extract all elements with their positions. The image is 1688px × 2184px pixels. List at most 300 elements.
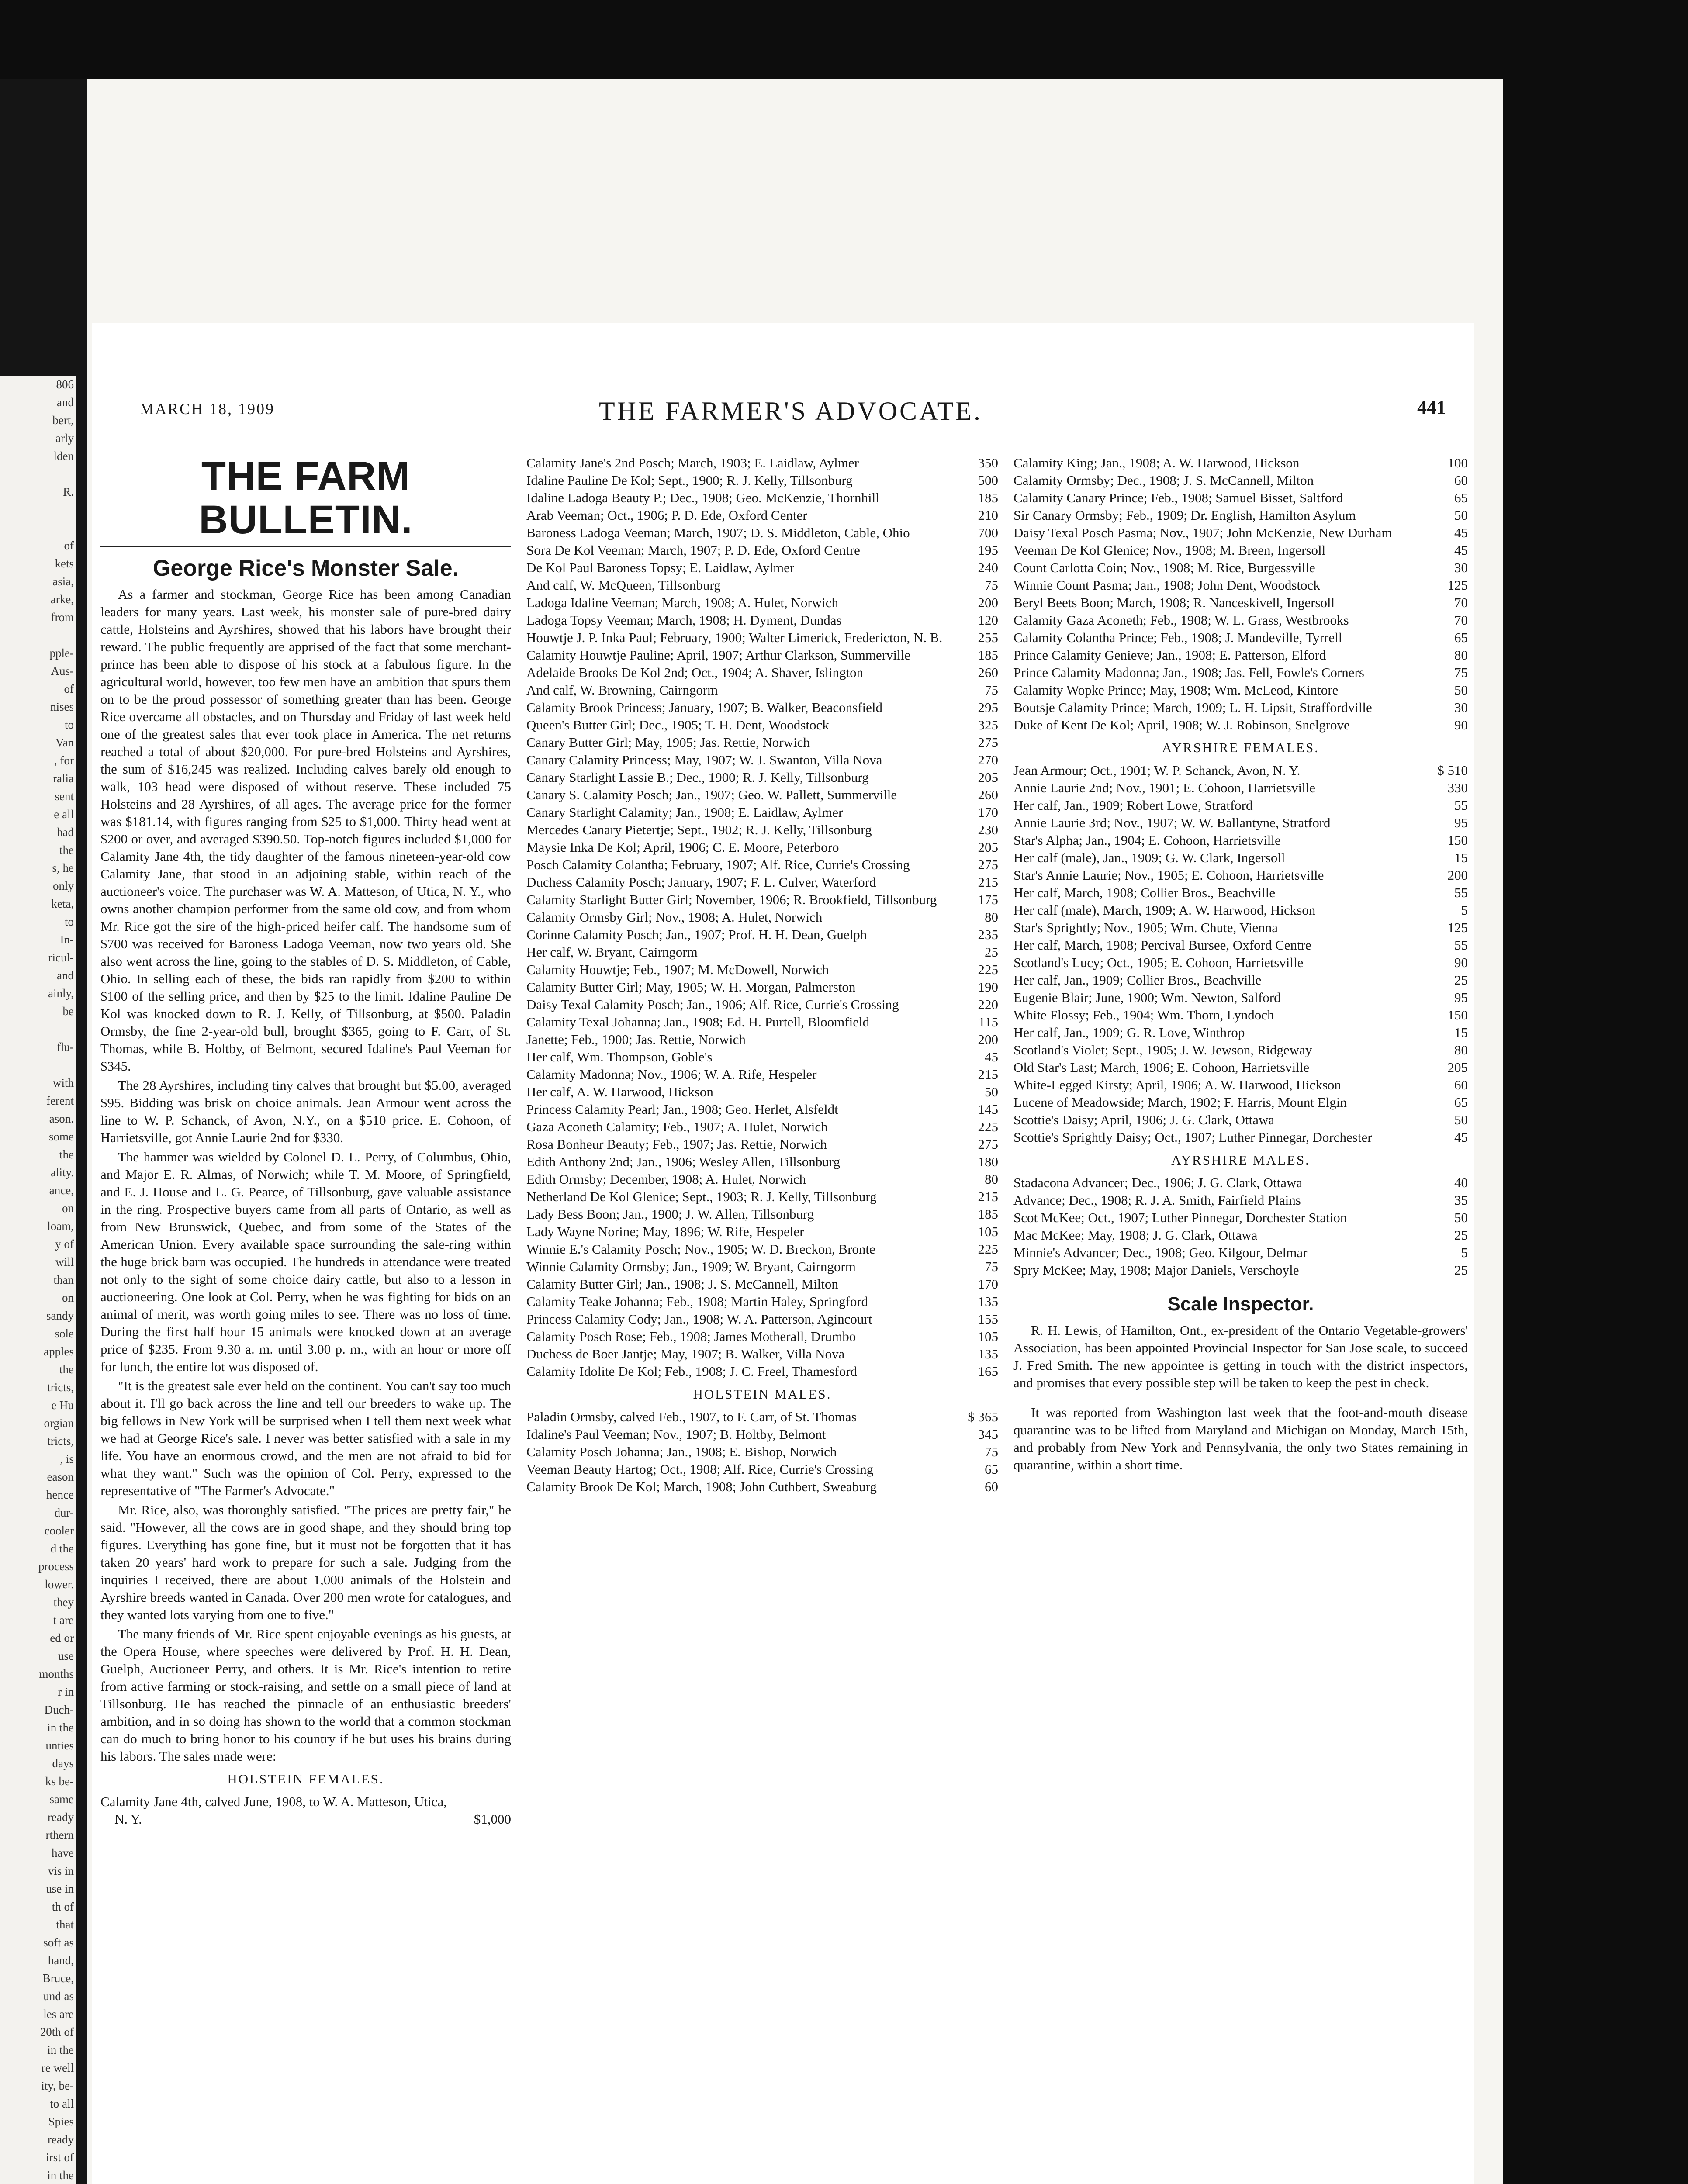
sale-entry-animal: Canary Starlight Calamity; Jan., 1908; E. Laidlaw, Aylmer (526, 805, 843, 820)
sale-entry (526, 524, 998, 542)
sale-entry (526, 891, 998, 909)
sale-entry (526, 1275, 998, 1293)
sale-entry-animal: Canary Calamity Princess; May, 1907; W. J. Swanton, Villa Nova (526, 752, 882, 767)
margin-fragment: nises (50, 700, 74, 713)
margin-fragment: vis in (48, 1864, 74, 1877)
sale-entry (1013, 849, 1468, 867)
sale-entry-price: 50 (1454, 508, 1468, 523)
sale-entry-price: 25 (1454, 1262, 1468, 1278)
sale-entry-animal: Advance; Dec., 1908; R. J. A. Smith, Fairfield Plains (1013, 1192, 1301, 1208)
sale-entry-animal: Idaline Ladoga Beauty P.; Dec., 1908; Geo. McKenzie, Thornhill (526, 490, 879, 505)
article-paragraph: As a farmer and stockman, George Rice has been among Canadian leaders for many years. Last week, his monster sale of pure-bred dairy cattle, Holsteins and Ayrshires, showed that his labors have brought their reward. The public frequently are apprised of the fact that some merchant-prince has been able to dispose of his stock at a fabulous figure. In the agricultural world, however, too few men have an ambition that spurs them on to be the proud possessor of something greater than has been. George Rice overcame all obstacles, and on Thursday and Friday of last week held one of the greatest sales that ever took place in America. The net returns reached a total of about $20,000. For pure-bred Holsteins and Ayrshires, the sum of $16,245 was realized. Including calves barely old enough to walk, 103 head were disposed of without reserve. These included 75 Holsteins and 28 Ayrshires, of all ages. The average price for the former was $181.14, with figures ranging from $25 to $1,000. Thirty head went at $200 or over, and averaged $390.50. Top-notch figures included $1,000 for Calamity Jane 4th, the tidy daughter of the famous nineteen-year-old cow Calamity Jane, that stood in an adjoining stable, within reach of the auctioneer's voice. The purchaser was W. A. Matteson, of Utica, N. Y., who owns another champion performer from the same old cow, and from whom Mr. Rice got the sire of the high-priced heifer calf. The handsome sum of $700 was received for Baroness Ladoga Veeman, now two years old. She also went across the line, going to the stables of D. S. Middleton, of Cable, Ohio. In selling each of these, the bids ran rapidly from $200 to within $100 of the selling price, and then by $25 to the limit. Idaline Pauline De Kol was knocked down to R. J. Kelly, of Tillsonburg, at $500. Paladin Ormsby, the fine 2-year-old bull, brought $365, going to F. Carr, of St. Thomas, while B. Holtby, of Belmont, secured Idaline's Paul Veeman for $345. (100, 587, 511, 1074)
sale-entry (526, 664, 998, 681)
sale-entry-price: 260 (978, 665, 998, 680)
sale-entry-animal: Winnie Calamity Ormsby; Jan., 1909; W. Bryant, Cairngorm (526, 1259, 856, 1274)
sale-entry-price: 65 (985, 1462, 998, 1477)
sale-entry-animal: Scot McKee; Oct., 1907; Luther Pinnegar, Dorchester Station (1013, 1210, 1347, 1225)
margin-fragment: sole (55, 1327, 74, 1340)
margin-fragment: lden (53, 449, 74, 463)
sale-entry (1013, 884, 1468, 902)
margin-fragment: soft as (43, 1936, 74, 1949)
sale-entry (526, 1310, 998, 1328)
sale-entry (1013, 1111, 1468, 1129)
sale-entry (526, 996, 998, 1013)
sale-entry-price: 185 (978, 1206, 998, 1222)
margin-fragment: process (38, 1560, 74, 1573)
sale-entry-price: 350 (978, 455, 998, 470)
sale-entry-animal: Sora De Kol Veeman; March, 1907; P. D. Ede, Oxford Centre (526, 543, 860, 558)
margin-fragment: flu- (57, 1040, 74, 1054)
sale-entry-animal: Ladoga Topsy Veeman; March, 1908; H. Dyment, Dundas (526, 612, 842, 628)
sale-entry-animal: Veeman Beauty Hartog; Oct., 1908; Alf. Rice, Currie's Crossing (526, 1462, 874, 1477)
sale-entry-animal: Edith Anthony 2nd; Jan., 1906; Wesley Allen, Tillsonburg (526, 1154, 841, 1169)
margin-fragment: , is (60, 1452, 74, 1465)
sale-entry-animal: Paladin Ormsby, calved Feb., 1907, to F. Carr, of St. Thomas (526, 1409, 857, 1424)
margin-fragment: some (49, 1130, 74, 1143)
margin-fragment: eason (47, 1470, 74, 1483)
sale-entry-animal: Spry McKee; May, 1908; Major Daniels, Verschoyle (1013, 1262, 1299, 1278)
sale-entry (1013, 902, 1468, 919)
sale-entry-price: 225 (978, 962, 998, 977)
sale-entry (1013, 577, 1468, 594)
sale-entry-price: 215 (978, 1189, 998, 1204)
sale-entry (526, 1136, 998, 1153)
margin-fragment: tricts, (47, 1381, 74, 1394)
sale-entry (1013, 779, 1468, 797)
sale-entry-animal: Lady Wayne Norine; May, 1896; W. Rife, Hespeler (526, 1224, 804, 1239)
sale-entry-animal: Her calf, Jan., 1909; G. R. Love, Winthrop (1013, 1025, 1245, 1040)
margin-fragment (0, 1020, 76, 1038)
sale-entry-price: 75 (985, 577, 998, 593)
sale-entry (526, 1426, 998, 1443)
sale-entry-animal: Her calf (male), March, 1909; A. W. Harwood, Hickson (1013, 902, 1316, 918)
margin-fragment: th of (52, 1900, 74, 1913)
margin-fragment: Aus- (51, 664, 74, 677)
holstein-males-list (526, 1408, 998, 1496)
margin-fragment: sandy (46, 1309, 74, 1322)
sale-entry-price: 170 (978, 805, 998, 820)
sale-entry-animal: Star's Alpha; Jan., 1904; E. Cohoon, Harrietsville (1013, 833, 1281, 848)
newspaper-page (92, 323, 1474, 2184)
sale-entry-animal: Calamity Posch Johanna; Jan., 1908; E. Bishop, Norwich (526, 1444, 837, 1459)
sale-entry-animal: Queen's Butter Girl; Dec., 1905; T. H. Dent, Woodstock (526, 717, 829, 733)
sale-entry (526, 1153, 998, 1171)
sale-entry-price: 60 (985, 1479, 998, 1494)
sale-entry-animal: Calamity King; Jan., 1908; A. W. Harwood, Hickson (1013, 455, 1300, 470)
margin-fragment: , for (54, 754, 74, 767)
sale-entry (526, 1031, 998, 1048)
sale-entry-price: 205 (978, 770, 998, 785)
margin-fragment (0, 1056, 76, 1074)
sale-entry (526, 804, 998, 821)
sale-entry-animal: Count Carlotta Coin; Nov., 1908; M. Rice, Burgessville (1013, 560, 1315, 575)
margin-fragment: loam, (47, 1220, 74, 1233)
margin-fragment: asia, (52, 575, 74, 588)
margin-fragment: on (62, 1291, 74, 1304)
margin-fragment: irst of (46, 2151, 74, 2164)
sale-entry-animal: Her calf, March, 1908; Percival Bursee, Oxford Centre (1013, 937, 1311, 953)
sale-entry (526, 1293, 998, 1310)
sale-entry-price: 275 (978, 857, 998, 872)
margin-fragment: will (55, 1255, 74, 1268)
margin-fragment: months (39, 1667, 74, 1680)
sale-entry (1013, 524, 1468, 542)
sale-entry (526, 1258, 998, 1275)
publication-title: THE FARMER'S ADVOCATE. (598, 397, 983, 425)
sale-entry (1013, 681, 1468, 699)
margin-fragment: the (59, 843, 74, 857)
sale-entry-price: 235 (978, 927, 998, 942)
sale-entry-price: 15 (1454, 850, 1468, 865)
sale-entry-price: 95 (1454, 815, 1468, 830)
sale-entry-animal: Her calf, March, 1908; Collier Bros., Beachville (1013, 885, 1276, 900)
sale-entry-animal: Posch Calamity Colantha; February, 1907; Alf. Rice, Currie's Crossing (526, 857, 910, 872)
sale-entry-animal: Canary Starlight Lassie B.; Dec., 1900; R. J. Kelly, Tillsonburg (526, 770, 869, 785)
sale-entry-price: 205 (1447, 1060, 1468, 1075)
sale-entry (526, 1223, 998, 1241)
sale-entry-price: 165 (978, 1364, 998, 1379)
sale-entry-price: 50 (1454, 1112, 1468, 1127)
sale-entry-animal: Adelaide Brooks De Kol 2nd; Oct., 1904; A. Shaver, Islington (526, 665, 864, 680)
sale-entry (526, 1443, 998, 1461)
sale-entry-animal: Calamity Jane 4th, calved June, 1908, to W. A. Matteson, Utica, N. Y. (100, 1794, 447, 1827)
sale-entry-price: 345 (978, 1427, 998, 1442)
sale-entry-animal: Calamity Brook De Kol; March, 1908; John Cuthbert, Sweaburg (526, 1479, 877, 1494)
sale-entry-animal: Idaline Pauline De Kol; Sept., 1900; R. J. Kelly, Tillsonburg (526, 473, 853, 488)
sale-entry-animal: Old Star's Last; March, 1906; E. Cohoon, Harrietsville (1013, 1060, 1310, 1075)
sale-entry (1013, 1076, 1468, 1094)
sale-entry-animal: Rosa Bonheur Beauty; Feb., 1907; Jas. Rettie, Norwich (526, 1137, 827, 1152)
sale-entry (1013, 542, 1468, 559)
sale-entry-price: 55 (1454, 885, 1468, 900)
margin-fragment: R. (63, 485, 74, 498)
sale-entry-animal: Star's Annie Laurie; Nov., 1905; E. Cohoon, Harrietsville (1013, 867, 1324, 883)
sale-entry (1013, 1059, 1468, 1076)
page-number: 441 (1417, 397, 1446, 418)
sale-entry (1013, 664, 1468, 681)
margin-fragment: hand, (48, 1954, 74, 1967)
sale-entry-price: 185 (978, 647, 998, 663)
margin-fragment: ance, (49, 1184, 74, 1197)
sale-entry-animal: Duke of Kent De Kol; April, 1908; W. J. Robinson, Snelgrove (1013, 717, 1350, 733)
margin-fragment: arly (55, 432, 74, 445)
sale-entry (526, 489, 998, 507)
sale-entry-animal: Daisy Texal Calamity Posch; Jan., 1906; Alf. Rice, Currie's Crossing (526, 997, 899, 1012)
sale-entry (1013, 716, 1468, 734)
sale-entry (1013, 1174, 1468, 1192)
scan-background-top (0, 0, 1688, 79)
sale-entry (1013, 472, 1468, 489)
article-paragraph: Mr. Rice, also, was thoroughly satisfied. "The prices are pretty fair," he said. "However, all the cows are in good shape, and they should bring top figures. Everything has gone fine, but it must not be forgotten that it has taken 20 years' hard work to prepare for such a sale. Judging from the inquiries I received, there are about 1,000 animals of the Holstein and Ayrshire breeds wanted in Canada. Over 200 men wrote for catalogues, and they wanted lots varying from one to five." (100, 1502, 511, 1622)
sale-entry-price: 65 (1454, 630, 1468, 645)
margin-fragment: use in (46, 1882, 74, 1895)
sale-entry-price: 205 (978, 840, 998, 855)
sale-entry-animal: Winnie E.'s Calamity Posch; Nov., 1905; W. D. Breckon, Bronte (526, 1241, 875, 1257)
sale-entry-animal: Arab Veeman; Oct., 1906; P. D. Ede, Oxford Center (526, 508, 807, 523)
margin-fragment: lower. (45, 1578, 74, 1591)
sale-entry-price: 120 (978, 612, 998, 628)
sale-entry-price: 80 (1454, 647, 1468, 663)
sale-entry (526, 1013, 998, 1031)
margin-fragment: ricul- (48, 951, 74, 964)
margin-fragment: y of (55, 1237, 74, 1251)
sale-entry-animal: Gaza Aconeth Calamity; Feb., 1907; A. Hulet, Norwich (526, 1119, 828, 1134)
sale-entry-price: 25 (985, 944, 998, 960)
sale-entry (1013, 971, 1468, 989)
sale-entry-price: 70 (1454, 595, 1468, 610)
margin-fragment: keta, (51, 897, 74, 910)
sale-entry (1013, 797, 1468, 814)
sale-entry-animal: Minnie's Advancer; Dec., 1908; Geo. Kilgour, Delmar (1013, 1245, 1308, 1260)
sale-entry (526, 1101, 998, 1118)
sale-entry (1013, 1209, 1468, 1227)
sale-entry-price: 5 (1461, 1245, 1468, 1260)
sale-entry (526, 646, 998, 664)
margin-fragment: s, he (52, 861, 74, 874)
margin-fragment: ready (48, 2133, 74, 2146)
holstein-females-heading: HOLSTEIN FEMALES. (227, 1771, 384, 1787)
sale-entry-animal: Scotland's Lucy; Oct., 1905; E. Cohoon, Harrietsville (1013, 955, 1304, 970)
margin-fragment: les are (43, 2008, 74, 2021)
sale-entry-animal: Janette; Feb., 1900; Jas. Rettie, Norwich (526, 1032, 746, 1047)
sale-entry-price: 215 (978, 1067, 998, 1082)
margin-fragment: ks be- (45, 1775, 74, 1788)
sale-entry-animal: Princess Calamity Pearl; Jan., 1908; Geo. Herlet, Alsfeldt (526, 1102, 838, 1117)
sale-entry (526, 943, 998, 961)
sale-entry (526, 559, 998, 577)
sale-entry (526, 1048, 998, 1066)
sale-entry-price: 145 (978, 1102, 998, 1117)
sale-entry-animal: Calamity Butter Girl; Jan., 1908; J. S. McCannell, Milton (526, 1276, 838, 1292)
margin-fragment: 20th of (40, 2025, 74, 2039)
margin-fragment (0, 465, 76, 483)
sale-entry (526, 839, 998, 856)
margin-fragment: ality. (51, 1166, 74, 1179)
sale-entry-price: 60 (1454, 1077, 1468, 1092)
sale-entry (1013, 646, 1468, 664)
sale-entry (1013, 814, 1468, 832)
sale-entry-animal: Netherland De Kol Glenice; Sept., 1903; R. J. Kelly, Tillsonburg (526, 1189, 877, 1204)
margin-fragment: ferent (46, 1094, 74, 1107)
sale-entry (526, 577, 998, 594)
margin-fragment: rthern (45, 1828, 74, 1842)
margin-fragment: In- (60, 933, 74, 946)
ayrshire-females-heading: AYRSHIRE FEMALES. (1162, 740, 1319, 755)
sale-entry-price: 45 (985, 1049, 998, 1064)
sale-entry-price: 275 (978, 1137, 998, 1152)
margin-fragment: hence (46, 1488, 74, 1501)
sale-entry-price: 25 (1454, 1227, 1468, 1243)
sale-entry-price: 200 (978, 1032, 998, 1047)
sale-entry-price: 275 (978, 735, 998, 750)
sale-entry (526, 1241, 998, 1258)
sale-entry (526, 454, 998, 472)
sale-entry (526, 769, 998, 786)
sale-entry-price: 95 (1454, 990, 1468, 1005)
margin-fragment: Bruce, (42, 1972, 74, 1985)
sale-entry (1013, 1192, 1468, 1209)
sale-entry-price: 80 (985, 1171, 998, 1187)
sale-entry-price: 330 (1447, 780, 1468, 795)
sale-entry-price: 75 (985, 682, 998, 698)
sale-entry-animal: Calamity Wopke Prince; May, 1908; Wm. McLeod, Kintore (1013, 682, 1339, 698)
margin-fragment: only (52, 879, 74, 892)
sale-entry (526, 926, 998, 943)
article-paragraph: The many friends of Mr. Rice spent enjoyable evenings as his guests, at the Opera House, where speeches were delivered by Prof. H. H. Dean, Guelph, Auctioneer Perry, and others. It is Mr. Rice's intention to retire from active farming or stock-raising, and settle on a small piece of land at Tillsonburg. He has reached the pinnacle of an enthusiastic breeders' ambition, and in so doing has shown to the world that a common stockman can do much to bring honor to his country if he but uses his brains during his labors. The sales made were: (100, 1626, 511, 1764)
margin-fragment: in the (47, 2043, 74, 2056)
sale-entry (526, 1345, 998, 1363)
margin-fragment: from (51, 611, 74, 624)
sale-entry-animal: Calamity Butter Girl; May, 1905; W. H. Morgan, Palmerston (526, 979, 856, 995)
sale-entry-price: 180 (978, 1154, 998, 1169)
sale-entry-animal: Calamity Colantha Prince; Feb., 1908; J. Mandeville, Tyrrell (1013, 630, 1342, 645)
margin-fragment: with (52, 1076, 74, 1089)
margin-fragment: kets (55, 557, 74, 570)
previous-page-margin (0, 376, 76, 2184)
sale-entry-price: 150 (1447, 1007, 1468, 1023)
sale-entry-animal: Ladoga Idaline Veeman; March, 1908; A. Hulet, Norwich (526, 595, 838, 610)
sale-entry (1013, 559, 1468, 577)
article-headline: George Rice's Monster Sale. (152, 556, 459, 581)
sale-entry-price: 170 (978, 1276, 998, 1292)
sale-entry-animal: Lucene of Meadowside; March, 1902; F. Harris, Mount Elgin (1013, 1095, 1347, 1110)
sale-entry-animal: White Flossy; Feb., 1904; Wm. Thorn, Lyndoch (1013, 1007, 1274, 1023)
sale-entry-price: $1,000 (474, 1811, 511, 1827)
sale-entry-price: 75 (985, 1444, 998, 1459)
margin-fragment: and (57, 396, 74, 409)
sale-entry-animal: Calamity Madonna; Nov., 1906; W. A. Rife, Hespeler (526, 1067, 817, 1082)
sale-entry-price: 105 (978, 1329, 998, 1344)
sale-entry-animal: Calamity Brook Princess; January, 1907; B. Walker, Beaconsfield (526, 700, 883, 715)
sale-entry-animal: Scottie's Sprightly Daisy; Oct., 1907; Luther Pinnegar, Dorchester (1013, 1130, 1372, 1145)
sale-entry-price: 295 (978, 700, 998, 715)
sale-entry (1013, 832, 1468, 849)
sale-entry-price: 65 (1454, 490, 1468, 505)
sale-entry (526, 734, 998, 751)
sale-entry (1013, 954, 1468, 971)
margin-fragment: e all (54, 808, 74, 821)
sale-entry (526, 1408, 998, 1426)
sale-entry (526, 961, 998, 978)
sale-entry-price: 700 (978, 525, 998, 540)
sale-entry (526, 542, 998, 559)
sale-entry-price: 115 (978, 1014, 998, 1030)
sale-entry-price: 185 (978, 490, 998, 505)
margin-fragments (0, 376, 76, 2184)
sale-entry-animal: Calamity Houwtje; Feb., 1907; M. McDowell, Norwich (526, 962, 829, 977)
sale-entry-price: 55 (1454, 798, 1468, 813)
margin-fragment: ity, be- (41, 2079, 74, 2092)
sale-entry (526, 594, 998, 612)
sale-entry (1013, 762, 1468, 779)
sale-entry-price: 35 (1454, 1192, 1468, 1208)
sale-entry-animal: Calamity Houwtje Pauline; April, 1907; Arthur Clarkson, Summerville (526, 647, 911, 663)
section-banner: THE FARM BULLETIN. (100, 454, 511, 547)
sale-entry-animal: Her calf (male), Jan., 1909; G. W. Clark, Ingersoll (1013, 850, 1285, 865)
sale-entry-price: 50 (985, 1084, 998, 1099)
margin-fragment: to (64, 915, 74, 928)
sale-entry-animal: Canary Butter Girl; May, 1905; Jas. Rettie, Norwich (526, 735, 810, 750)
sale-entry-animal: Her calf, W. Bryant, Cairngorm (526, 944, 698, 960)
margin-fragment: und as (43, 1990, 74, 2003)
sale-entry-animal: De Kol Paul Baroness Topsy; E. Laidlaw, Aylmer (526, 560, 795, 575)
sale-entry (526, 1461, 998, 1478)
sale-entry-price: 255 (978, 630, 998, 645)
holstein-females-list-cont (526, 454, 998, 1380)
sale-entry-price: 225 (978, 1241, 998, 1257)
sale-entry-price: 155 (978, 1311, 998, 1327)
sale-entry-price: 65 (1454, 1095, 1468, 1110)
sale-entry-animal: Calamity Ormsby; Dec., 1908; J. S. McCannell, Milton (1013, 473, 1314, 488)
sale-entry (1013, 612, 1468, 629)
margin-fragment: pple- (49, 646, 74, 660)
sale-entry-animal: Canary S. Calamity Posch; Jan., 1907; Geo. W. Pallett, Summerville (526, 787, 897, 802)
margin-fragment: in the (47, 2169, 74, 2182)
sale-entry (1013, 594, 1468, 612)
sale-entry (526, 1478, 998, 1496)
sale-entry-price: 150 (1447, 833, 1468, 848)
sale-entry (1013, 1041, 1468, 1059)
sale-entry-price: 45 (1454, 1130, 1468, 1145)
margin-fragment: the (59, 1148, 74, 1161)
margin-fragment: had (57, 826, 74, 839)
sale-entry (1013, 1094, 1468, 1111)
sale-entry-animal: Scotland's Violet; Sept., 1905; J. W. Jewson, Ridgeway (1013, 1042, 1312, 1057)
margin-fragment: arke, (50, 593, 74, 606)
sale-entry-animal: Eugenie Blair; June, 1900; Wm. Newton, Salford (1013, 990, 1281, 1005)
sale-entry (526, 856, 998, 874)
sale-entry (526, 472, 998, 489)
sale-entry-price: 175 (978, 892, 998, 907)
sale-entry-price: 15 (1454, 1025, 1468, 1040)
margin-page-number: 806 (56, 378, 74, 391)
sale-entry-price: 60 (1454, 473, 1468, 488)
sale-entry-price: 90 (1454, 955, 1468, 970)
margin-fragment: use (58, 1649, 74, 1662)
sale-entry-animal: White-Legged Kirsty; April, 1906; A. W. Harwood, Hickson (1013, 1077, 1341, 1092)
sale-entry (526, 874, 998, 891)
sale-entry-price: 190 (978, 979, 998, 995)
sale-entry-animal: Calamity Idolite De Kol; Feb., 1908; J. C. Freel, Thamesford (526, 1364, 858, 1379)
sale-entry-price: 45 (1454, 543, 1468, 558)
sale-entry-price: 45 (1454, 525, 1468, 540)
sale-entry-animal: Sir Canary Ormsby; Feb., 1909; Dr. English, Hamilton Asylum (1013, 508, 1356, 523)
sale-entry-price: $ 510 (1437, 763, 1468, 778)
sale-entry-animal: And calf, W. Browning, Cairngorm (526, 682, 718, 698)
sale-entry-price: 75 (1454, 665, 1468, 680)
sale-entry (1013, 1227, 1468, 1244)
sale-entry (526, 1188, 998, 1206)
margin-fragment: sent (55, 790, 74, 803)
sale-entry (100, 1793, 511, 1828)
sale-entry (526, 1066, 998, 1083)
sale-entry-price: 230 (978, 822, 998, 837)
holstein-males-heading: HOLSTEIN MALES. (693, 1386, 832, 1402)
sale-entry (526, 507, 998, 524)
sale-entry-animal: Prince Calamity Genieve; Jan., 1908; E. Patterson, Elford (1013, 647, 1326, 663)
margin-fragment: on (62, 1202, 74, 1215)
sale-entry (1013, 507, 1468, 524)
sale-entry-animal: Annie Laurie 3rd; Nov., 1907; W. W. Ballantyne, Stratford (1013, 815, 1331, 830)
sale-entry-animal: Calamity Canary Prince; Feb., 1908; Samuel Bisset, Saltford (1013, 490, 1343, 505)
sale-entry-animal: Calamity Starlight Butter Girl; November, 1906; R. Brookfield, Tillsonburg (526, 892, 937, 907)
article-paragraph: The 28 Ayrshires, including tiny calves that brought but $5.00, averaged $95. Bidding was brisk on choice animals. Jean Armour went across the line to W. P. Schanck, of Avon, N.Y., on a $510 price. E. Cohoon, of Harrietsville, got Annie Laurie 2nd for $330. (100, 1078, 511, 1145)
margin-fragment: ainly, (48, 987, 74, 1000)
sale-entry-price: 200 (978, 595, 998, 610)
sale-entry-animal: Edith Ormsby; December, 1908; A. Hulet, Norwich (526, 1171, 806, 1187)
margin-fragment (0, 501, 76, 519)
sale-entry-animal: Calamity Posch Rose; Feb., 1908; James Motherall, Drumbo (526, 1329, 856, 1344)
